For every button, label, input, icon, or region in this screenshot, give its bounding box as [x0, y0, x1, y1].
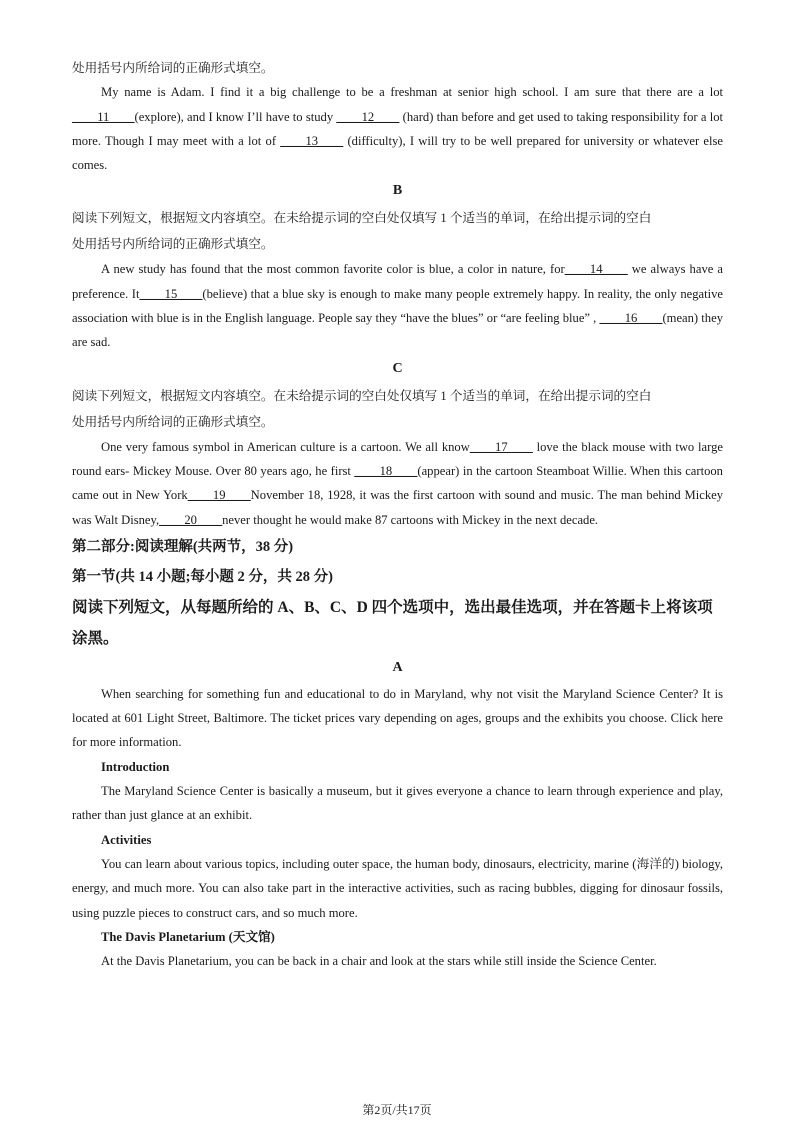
introduction-paragraph: The Maryland Science Center is basically a museum, but it gives everyone a chance to learn through experience and play, rather than just glance at an exhibit. [72, 784, 723, 823]
section-a-instruction-tail: 处用括号内所给词的正确形式填空。 [72, 61, 274, 75]
reading-a-intro-paragraph: When searching for something fun and educational to do in Maryland, why not visit the Maryland Science Center? It is located at 601 Light Street, Baltimore. The ticket prices vary depending on ages, groups and the exhibits you choose. Click here for more information. [72, 686, 723, 750]
blank-12: ____12____ [336, 109, 400, 124]
section-b-instruction-1: 阅读下列短文，根据短文内容填空。在未给提示词的空白处仅填写 1 个适当的单词，在给出提示词的空白 [72, 211, 652, 226]
blank-16: ____16____ [599, 311, 663, 326]
blank-13: ____13____ [280, 133, 344, 148]
document-page [72, 56, 723, 973]
blank-18: ____18____ [354, 463, 418, 478]
reading-instruction: 阅读下列短文，从每题所给的 A、B、C、D 四个选项中，选出最佳选项，并在答题卡上将该项涂黑。 [72, 598, 713, 647]
section-b-instruction-2: 处用括号内所给词的正确形式填空。 [72, 237, 274, 252]
page-footer: 第2页/共17页 [362, 1103, 432, 1117]
blank-19: ____19____ [187, 488, 251, 503]
part-two-heading: 第二部分:阅读理解(共两节，38 分) [72, 538, 294, 555]
planetarium-paragraph: At the Davis Planetarium, you can be back in a chair and look at the stars while still inside the Science Center. [101, 954, 657, 969]
section-c-instruction-2: 处用括号内所给词的正确形式填空。 [72, 414, 274, 429]
section-c-instruction-1: 阅读下列短文，根据短文内容填空。在未给提示词的空白处仅填写 1 个适当的单词，在给出提示词的空白 [72, 388, 652, 403]
blank-11: ____11____ [72, 109, 135, 124]
blank-17: ____17____ [469, 439, 533, 454]
section-c-label: C [392, 360, 403, 376]
planetarium-heading: The Davis Planetarium (天文馆) [101, 929, 275, 944]
activities-heading: Activities [101, 832, 152, 847]
blank-14: ____14____ [564, 262, 628, 277]
blank-15: ____15____ [139, 286, 203, 301]
blank-20: ____20____ [159, 512, 223, 527]
section-one-heading: 第一节(共 14 小题;每小题 2 分，共 28 分) [72, 568, 333, 585]
activities-paragraph: You can learn about various topics, including outer space, the human body, dinosaurs, electricity, marine (海洋的) biology, energy, and much more. You can also take part in the interactive activities, such as racing bubbles, digging for dinosaur fossils, using puzzle pieces to construct cars, and so much more. [72, 856, 723, 920]
passage-c-paragraph: One very famous symbol in American culture is a cartoon. We all know____17____ love the black mouse with two large round ears- Mickey Mouse. Over 80 years ago, he first ____18____(appear) in the cartoon Steamboat Willie. When this cartoon came out in New York____19____November 18, 1928, it was the first cartoon with sound and music. The man behind Mickey was Walt Disney,____20____never thought he would make 87 cartoons with Mickey in the next decade. [72, 439, 723, 527]
reading-a-label: A [392, 659, 403, 675]
passage-b-paragraph: A new study has found that the most common favorite color is blue, a color in nature, for____14____ we always have a preference. It____15____(believe) that a blue sky is enough to make many people extremely happy. In reality, the only negative association with blue is in the English language. People say they “have the blues” or “are feeling blue” , ____16____(mean) they are sad. [72, 262, 723, 350]
introduction-heading: Introduction [101, 759, 170, 774]
section-b-label: B [392, 183, 403, 199]
passage-a-paragraph: My name is Adam. I find it a big challenge to be a freshman at senior high school. I am sure that there are a lot ____11____(explore), and I know I’ll have to study ____12____ (hard) than before and get used to taking responsibility for a lot more. Though I may meet with a lot of ____13____ (difficulty), I will try to be well prepared for university or whatever else comes. [72, 85, 723, 173]
